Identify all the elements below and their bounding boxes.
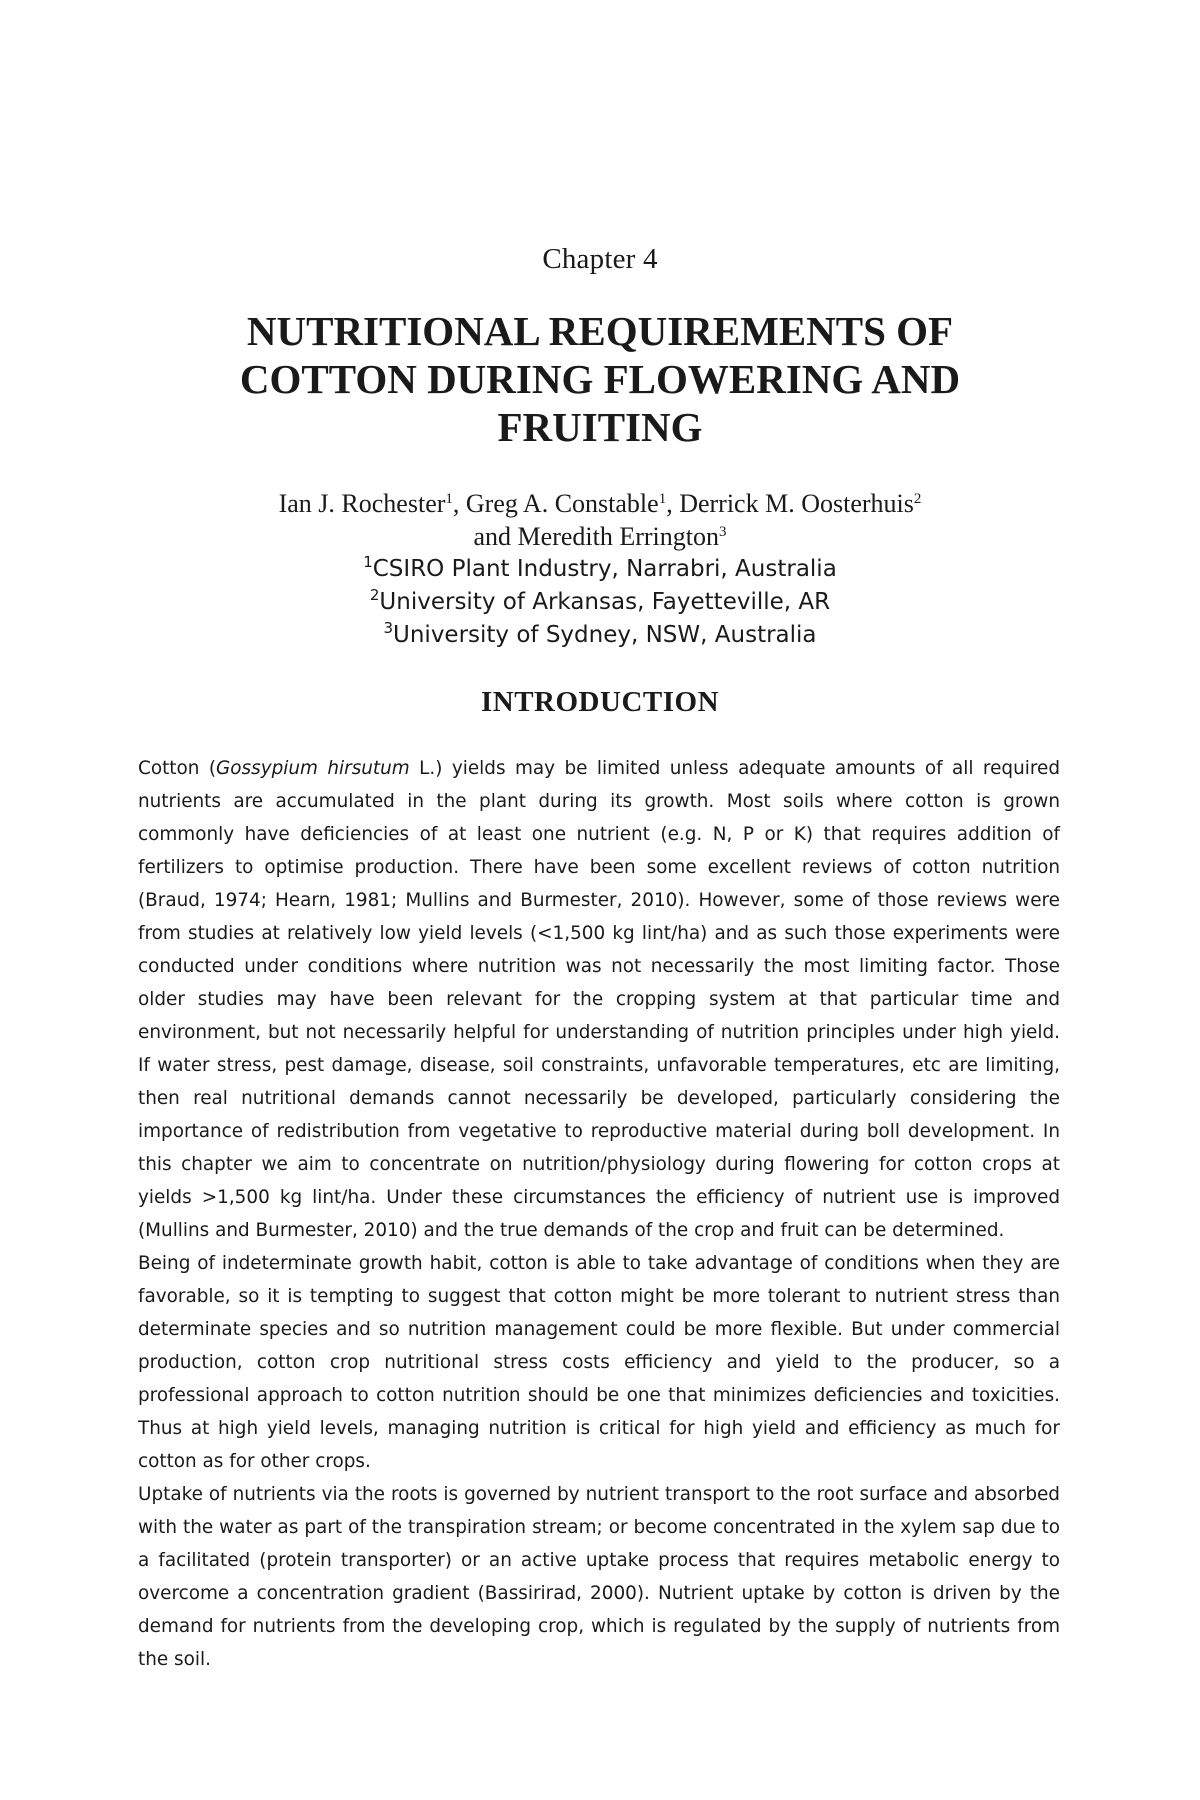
author-line-1 xyxy=(100,487,1100,520)
chapter-title xyxy=(130,307,1070,451)
affiliation-3 xyxy=(100,619,1100,652)
affiliation-mark: 1 xyxy=(363,553,373,571)
affiliation-mark: 2 xyxy=(369,586,380,604)
author-affil-mark: 2 xyxy=(913,491,922,507)
affiliation-2 xyxy=(100,586,1100,619)
author-name: and Meredith Errington xyxy=(473,522,719,551)
author-affil-mark: 1 xyxy=(658,491,667,507)
paragraph-3: Uptake of nutrients via the roots is governed by nutrient transport to the root surface and absorbed with the water as part of the transpiration stream; or become concentrated in the xylem sap due to a facilitated (protein transporter) or an active uptake process that requires metabolic energy to overcome a concentration gradient (Bassirirad, 2000). Nutrient uptake by cotton is driven by the demand for nutrients from the developing crop, which is regulated by the supply of nutrients from the soil. xyxy=(138,1484,1060,1670)
affiliation-text: University of Arkansas, Fayetteville, AR xyxy=(379,589,831,615)
author-name: Ian J. Rochester xyxy=(278,489,446,518)
chapter-title-line-1: NUTRITIONAL REQUIREMENTS OF xyxy=(246,308,954,354)
paragraph-text: L.) yields may be limited unless adequate amounts of all required nutrients are accumulated in the plant during its growth. Most soils where cotton is grown commonly have deficiencies of at least one nutrient (e.g. N, P or K) that requires addition of fertilizers to optimise production. There have been some excellent reviews of cotton nutrition (Braud, 1974; Hearn, 1981; Mullins and Burmester, 2010). However, some of those reviews were from studies at relatively low yield levels (<1,500 kg lint/ha) and as such those experiments were conducted under conditions where nutrition was not necessarily the most limiting factor. Those older studies may have been relevant for the cropping system at that particular time and environment, but not necessarily helpful for understanding of nutrition principles under high yield. If water stress, pest damage, disease, soil constraints, unfavorable temperatures, etc are limiting, then real nutritional demands cannot necessarily be developed, particularly considering the importance of redistribution from vegetative to reproductive material during boll development. In this chapter we aim to concentrate on nutrition/physiology during flowering for cotton crops at yields >1,500 kg lint/ha. Under these circumstances the efficiency of nutrient use is improved (Mullins and Burmester, 2010) and the true demands of the crop and fruit can be determined. xyxy=(138,758,1060,1241)
author-block xyxy=(100,487,1100,652)
affiliation-text: University of Sydney, NSW, Australia xyxy=(393,622,817,648)
author-name: , Derrick M. Oosterhuis xyxy=(666,489,914,518)
section-heading-introduction: INTRODUCTION xyxy=(480,686,720,718)
paragraph-text: Cotton ( xyxy=(138,758,217,779)
chapter-label: Chapter 4 xyxy=(542,243,658,275)
author-affil-mark: 3 xyxy=(719,524,727,540)
author-name: , Greg A. Constable xyxy=(452,489,659,518)
body-text xyxy=(138,752,1060,1676)
paragraph-1 xyxy=(138,752,1060,1247)
chapter-title-line-3: FRUITING xyxy=(497,404,703,450)
paragraph-2: Being of indeterminate growth habit, cotton is able to take advantage of conditions when they are favorable, so it is tempting to suggest that cotton might be more tolerant to nutrient stress than determinate species and so nutrition management could be more flexible. But under commercial production, cotton crop nutritional stress costs efficiency and yield to the producer, so a professional approach to cotton nutrition should be one that minimizes deficiencies and toxicities. Thus at high yield levels, managing nutrition is critical for high yield and efficiency as much for cotton as for other crops. xyxy=(138,1253,1060,1472)
affiliation-mark: 3 xyxy=(383,619,394,637)
author-line-2 xyxy=(100,520,1100,553)
affiliation-1 xyxy=(100,553,1100,586)
author-affil-mark: 1 xyxy=(445,491,453,507)
affiliation-text: CSIRO Plant Industry, Narrabri, Australia xyxy=(372,556,837,582)
species-name: Gossypium hirsutum xyxy=(216,758,410,779)
chapter-title-line-2: COTTON DURING FLOWERING AND xyxy=(239,356,961,402)
